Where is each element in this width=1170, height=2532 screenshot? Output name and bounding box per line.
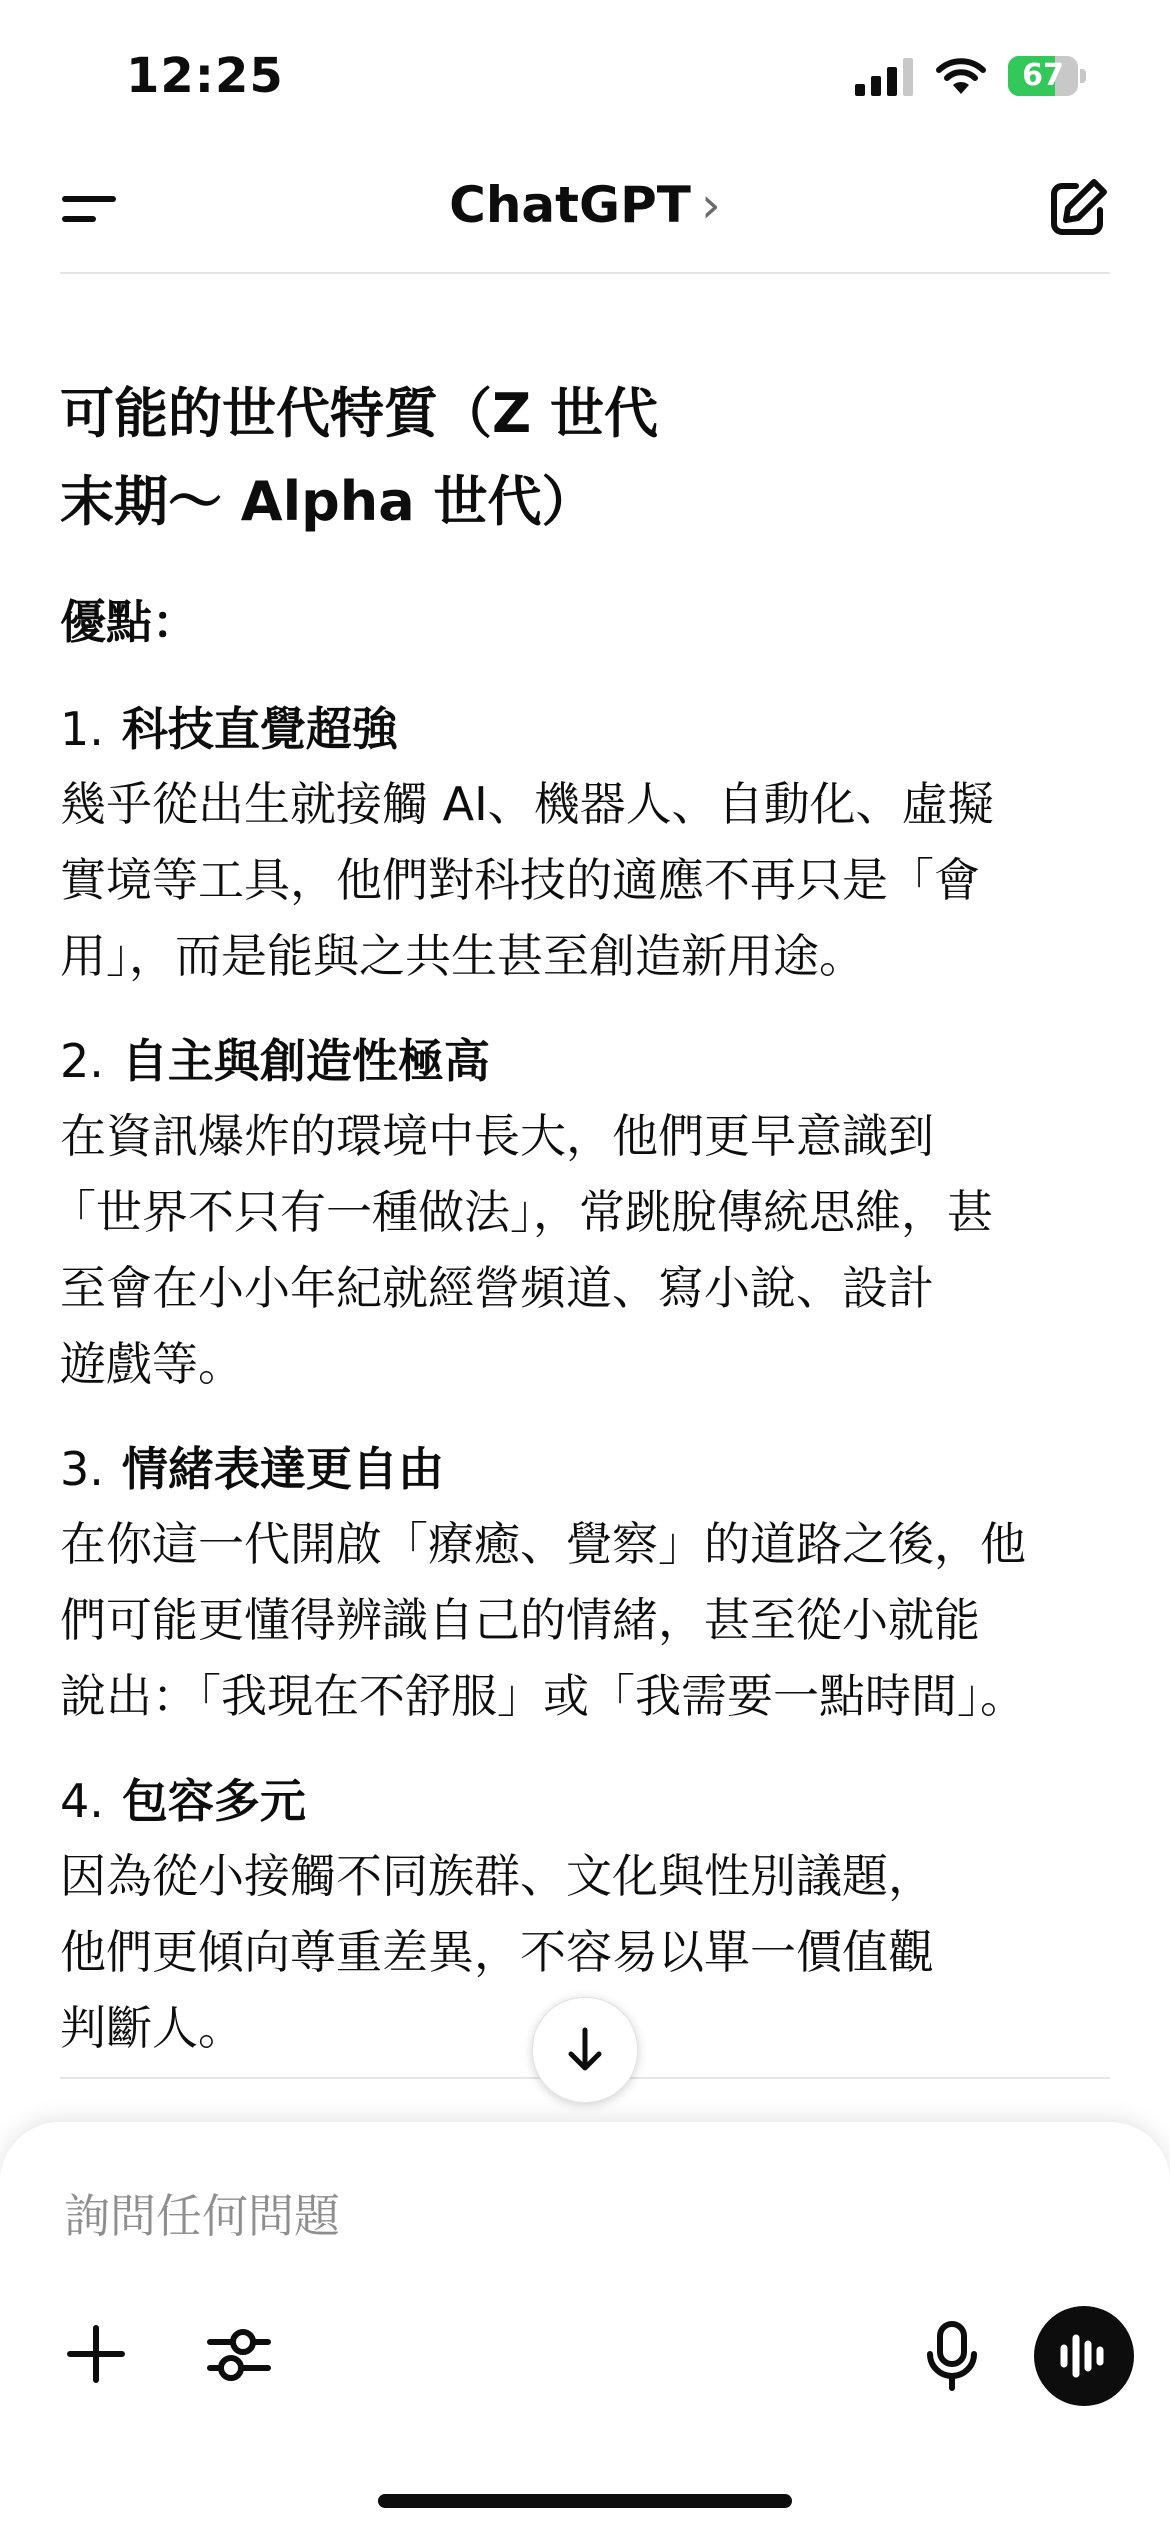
- nav-header: [0, 150, 1170, 272]
- list-item-body: [60, 766, 1120, 994]
- body-line: 判斷人。: [60, 2001, 244, 2055]
- header-divider: [60, 272, 1110, 274]
- body-line: 用」，而是能與之共生甚至創造新用途。: [60, 929, 865, 983]
- compose-icon[interactable]: [1046, 176, 1110, 240]
- list-item-number: 1.: [60, 702, 104, 756]
- wifi-icon: [935, 56, 987, 96]
- list-item-heading: 科技直覺超強: [121, 702, 398, 756]
- chevron-right-icon: ›: [700, 176, 721, 234]
- body-line: 幾乎從出生就接觸 AI、機器人、自動化、虛擬: [60, 777, 994, 831]
- section-label: 優點：: [60, 595, 198, 649]
- body-line: 實境等工具，他們對科技的適應不再只是「會: [60, 853, 980, 907]
- body-line: 「世界不只有一種做法」，常跳脫傳統思維，甚: [50, 1185, 993, 1239]
- body-line: 在資訊爆炸的環境中長大，他們更早意識到: [60, 1109, 934, 1163]
- list-item-heading: 包容多元: [121, 1774, 306, 1828]
- plus-icon[interactable]: [64, 2322, 128, 2386]
- list-item-body: [50, 1098, 1120, 1402]
- cellular-signal-icon: [855, 58, 915, 96]
- scroll-to-bottom-button[interactable]: [532, 1997, 638, 2103]
- list-item: [60, 692, 1120, 994]
- battery-body: [1008, 56, 1078, 96]
- body-line: 因為從小接觸不同族群、文化與性別議題，: [60, 1849, 934, 1903]
- voice-mode-button[interactable]: [1034, 2306, 1134, 2406]
- heading-line: 末期～ Alpha 世代）: [60, 470, 596, 533]
- list-item-title: [60, 692, 1120, 766]
- body-line: 至會在小小年紀就經營頻道、寫小說、設計: [60, 1261, 934, 1315]
- microphone-icon[interactable]: [922, 2320, 982, 2392]
- body-line: 他們更傾向尊重差異，不容易以單一價值觀: [60, 1925, 934, 1979]
- battery-percentage: 67: [1022, 58, 1064, 93]
- list-item-body: [60, 1506, 1120, 1734]
- list-item-number: 3.: [60, 1442, 104, 1496]
- sliders-icon[interactable]: [206, 2322, 272, 2388]
- list-item: [60, 1432, 1120, 1734]
- heading-line: 可能的世代特質（Z 世代: [60, 382, 658, 445]
- list-item: [50, 1024, 1120, 1402]
- message-heading: [60, 370, 1120, 546]
- body-line: 在你這一代開啟「療癒、覺察」的道路之後，他: [60, 1517, 1026, 1571]
- home-indicator: [378, 2494, 792, 2508]
- status-time: 12:25: [126, 48, 284, 104]
- message-input[interactable]: 詢問任何問題: [64, 2189, 340, 2243]
- arrow-down-icon: [533, 1998, 637, 2102]
- body-line: 說出：「我現在不舒服」或「我需要一點時間」。: [60, 1669, 1026, 1723]
- composer: [0, 2122, 1170, 2532]
- model-title: ChatGPT: [449, 176, 691, 234]
- assistant-message: [50, 370, 1120, 2066]
- list-item-title: [60, 1764, 1120, 1838]
- battery-indicator: [1008, 56, 1086, 96]
- voice-waveform-icon: [1034, 2306, 1134, 2406]
- status-bar: [0, 0, 1170, 150]
- list-item-number: 4.: [60, 1774, 104, 1828]
- list-item-number: 2.: [60, 1034, 104, 1088]
- list-item-title: [60, 1432, 1120, 1506]
- model-selector[interactable]: [0, 176, 1170, 234]
- list-item-heading: 自主與創造性極高: [121, 1034, 490, 1088]
- battery-cap: [1080, 69, 1086, 83]
- body-line: 們可能更懂得辨識自己的情緒，甚至從小就能: [60, 1593, 980, 1647]
- list-item-heading: 情緒表達更自由: [121, 1442, 444, 1496]
- list-item-title: [60, 1024, 1120, 1098]
- body-line: 遊戲等。: [60, 1337, 244, 1391]
